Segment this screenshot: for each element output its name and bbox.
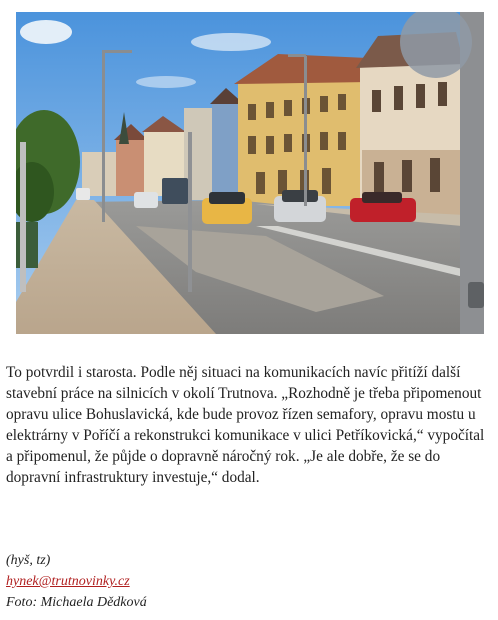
article-body: To potvrdil i starosta. Podle něj situaci na komunikacích navíc přitíží další stavební práce na silnicích v okolí Trutnova. „Rozhodně je třeba připomenout opravu ulice Bohuslavická, kde bude provoz řízen semafory, opravu mostu u elektrárny v Poříčí a rekonstrukci komunikace v ulici Petříkovická,“ vypočítal a připomenul, že půjde o dopravně náročný rok. „Je ale dobře, že se do dopravní infrastruktury investuje,“ dodal. — [6, 364, 485, 486]
article-credits — [6, 550, 492, 613]
street-photo-icon — [16, 12, 484, 334]
article-photo — [16, 12, 484, 334]
author-signature: (hyš, tz) — [6, 553, 51, 568]
author-email-link[interactable]: hynek@trutnovinky.cz — [6, 574, 130, 589]
photo-credit: Foto: Michaela Dědková — [6, 595, 147, 610]
